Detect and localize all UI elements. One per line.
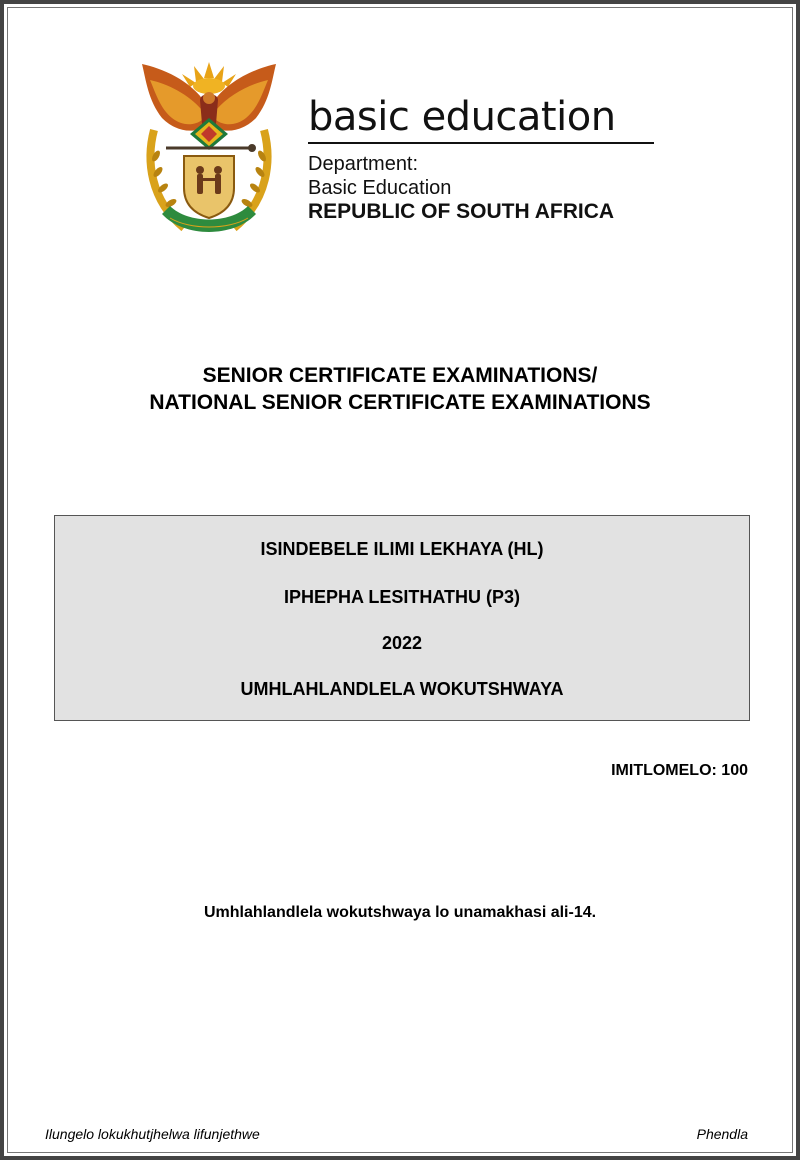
exam-heading-line2: NATIONAL SENIOR CERTIFICATE EXAMINATIONS: [149, 391, 651, 414]
paper-year: 2022: [381, 633, 423, 653]
document-type: UMHLAHLANDLELA WOKUTSHWAYA: [240, 679, 564, 699]
paper-name: IPHEPHA LESITHATHU (P3): [283, 587, 520, 607]
brand-title: basic education: [308, 94, 616, 140]
brand-divider: [308, 142, 654, 144]
turn-over-footer: Phendla: [696, 1126, 748, 1142]
department-branding: [308, 94, 658, 224]
total-marks: IMITLOMELO: 100: [611, 762, 748, 779]
coat-of-arms-logo: [136, 60, 282, 238]
exam-heading: [0, 362, 800, 416]
paper-info-box: [54, 515, 750, 721]
department-name: Basic Education: [308, 177, 452, 199]
copyright-footer: Ilungelo lokukhutjhelwa lifunjethwe: [45, 1126, 260, 1142]
republic-label: REPUBLIC OF SOUTH AFRICA: [308, 200, 615, 223]
department-label: Department:: [308, 153, 419, 175]
exam-heading-line1: SENIOR CERTIFICATE EXAMINATIONS/: [202, 364, 598, 387]
page-count-note: Umhlahlandlela wokutshwaya lo unamakhasi ali-14.: [203, 904, 597, 921]
subject-title: ISINDEBELE ILIMI LEKHAYA (HL): [260, 539, 544, 559]
